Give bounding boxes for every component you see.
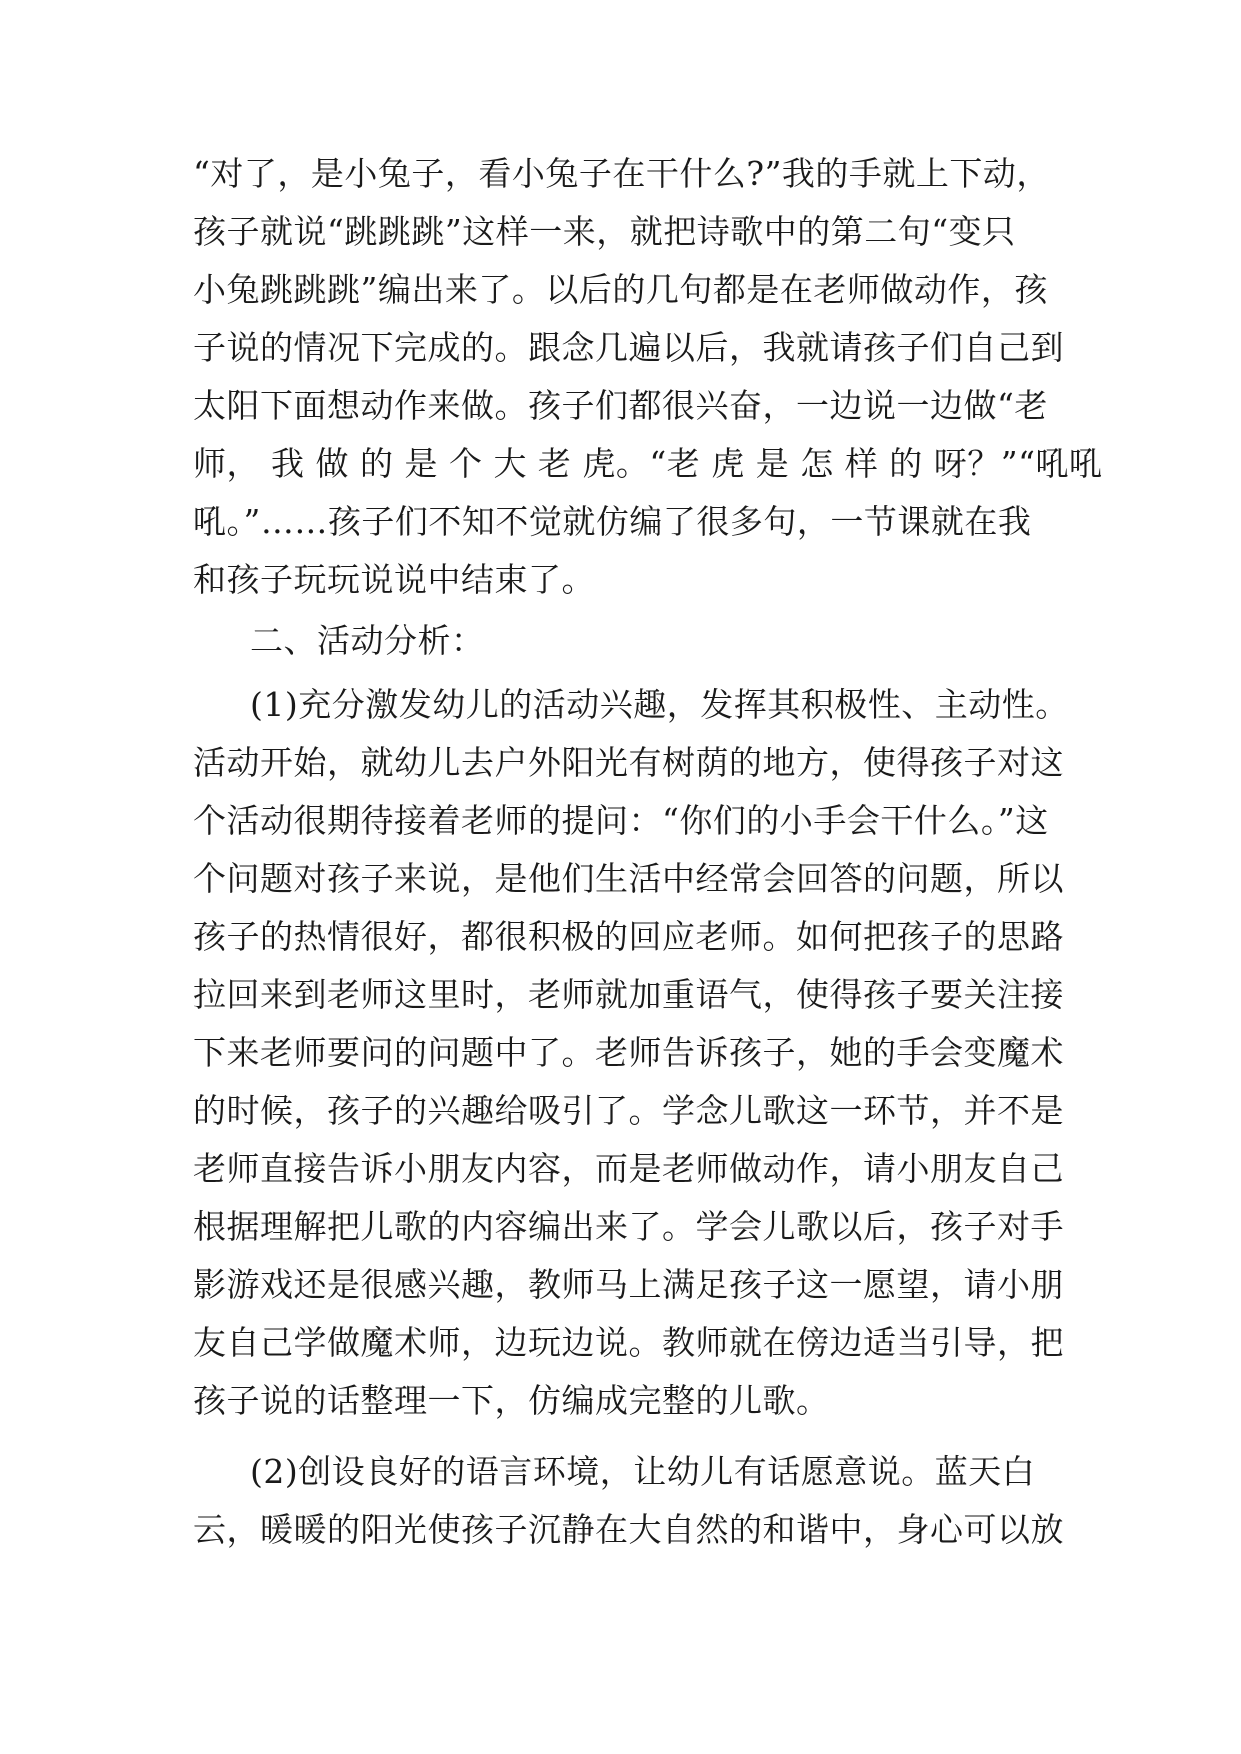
- paragraph-line: 的时候，孩子的兴趣给吸引了。学念儿歌这一环节，并不是: [193, 1091, 1064, 1130]
- paragraph-line: 下来老师要问的问题中了。老师告诉孩子，她的手会变魔术: [193, 1033, 1064, 1072]
- paragraph-line: 老师直接告诉小朋友内容，而是老师做动作，请小朋友自己: [193, 1149, 1064, 1188]
- section-heading: 二、活动分析：: [250, 621, 485, 660]
- paragraph-line: 个活动很期待接着老师的提问：“你们的小手会干什么。”这: [193, 801, 1049, 840]
- paragraph-line: 孩子就说“跳跳跳”这样一来，就把诗歌中的第二句“变只: [193, 212, 1016, 251]
- paragraph-line: 友自己学做魔术师，边玩边说。教师就在傍边适当引导，把: [193, 1323, 1064, 1362]
- paragraph-line: 小兔跳跳跳”编出来了。以后的几句都是在老师做动作，孩: [193, 270, 1048, 309]
- paragraph-line: 太阳下面想动作来做。孩子们都很兴奋，一边说一边做“老: [193, 386, 1048, 425]
- paragraph-line: 影游戏还是很感兴趣，教师马上满足孩子这一愿望，请小朋: [193, 1265, 1064, 1304]
- paragraph-line: 师， 我 做 的 是 个 大 老 虎。“老 虎 是 怎 样 的 呀？”“吼吼: [193, 444, 1103, 483]
- paragraph-line: 孩子的热情很好，都很积极的回应老师。如何把孩子的思路: [193, 917, 1064, 956]
- paragraph-line: 个问题对孩子来说，是他们生活中经常会回答的问题，所以: [193, 859, 1064, 898]
- paragraph-line: 云，暖暖的阳光使孩子沉静在大自然的和谐中，身心可以放: [193, 1510, 1064, 1549]
- paragraph-line: “对了，是小兔子，看小兔子在干什么?”我的手就上下动，: [193, 154, 1050, 193]
- paragraph-line: 根据理解把儿歌的内容编出来了。学会儿歌以后，孩子对手: [193, 1207, 1064, 1246]
- paragraph-line: 子说的情况下完成的。跟念几遍以后，我就请孩子们自己到: [193, 328, 1064, 367]
- paragraph-line: (2)创设良好的语言环境，让幼儿有话愿意说。蓝天白: [250, 1452, 1036, 1491]
- paragraph-line: 吼。”……孩子们不知不觉就仿编了很多句，一节课就在我: [193, 502, 1032, 541]
- paragraph-line: 和孩子玩玩说说中结束了。: [193, 560, 595, 599]
- paragraph-line: 活动开始，就幼儿去户外阳光有树荫的地方，使得孩子对这: [193, 743, 1064, 782]
- paragraph-line: (1)充分激发幼儿的活动兴趣，发挥其积极性、主动性。: [250, 685, 1069, 724]
- paragraph-line: 拉回来到老师这里时，老师就加重语气，使得孩子要关注接: [193, 975, 1064, 1014]
- paragraph-line: 孩子说的话整理一下，仿编成完整的儿歌。: [193, 1381, 830, 1420]
